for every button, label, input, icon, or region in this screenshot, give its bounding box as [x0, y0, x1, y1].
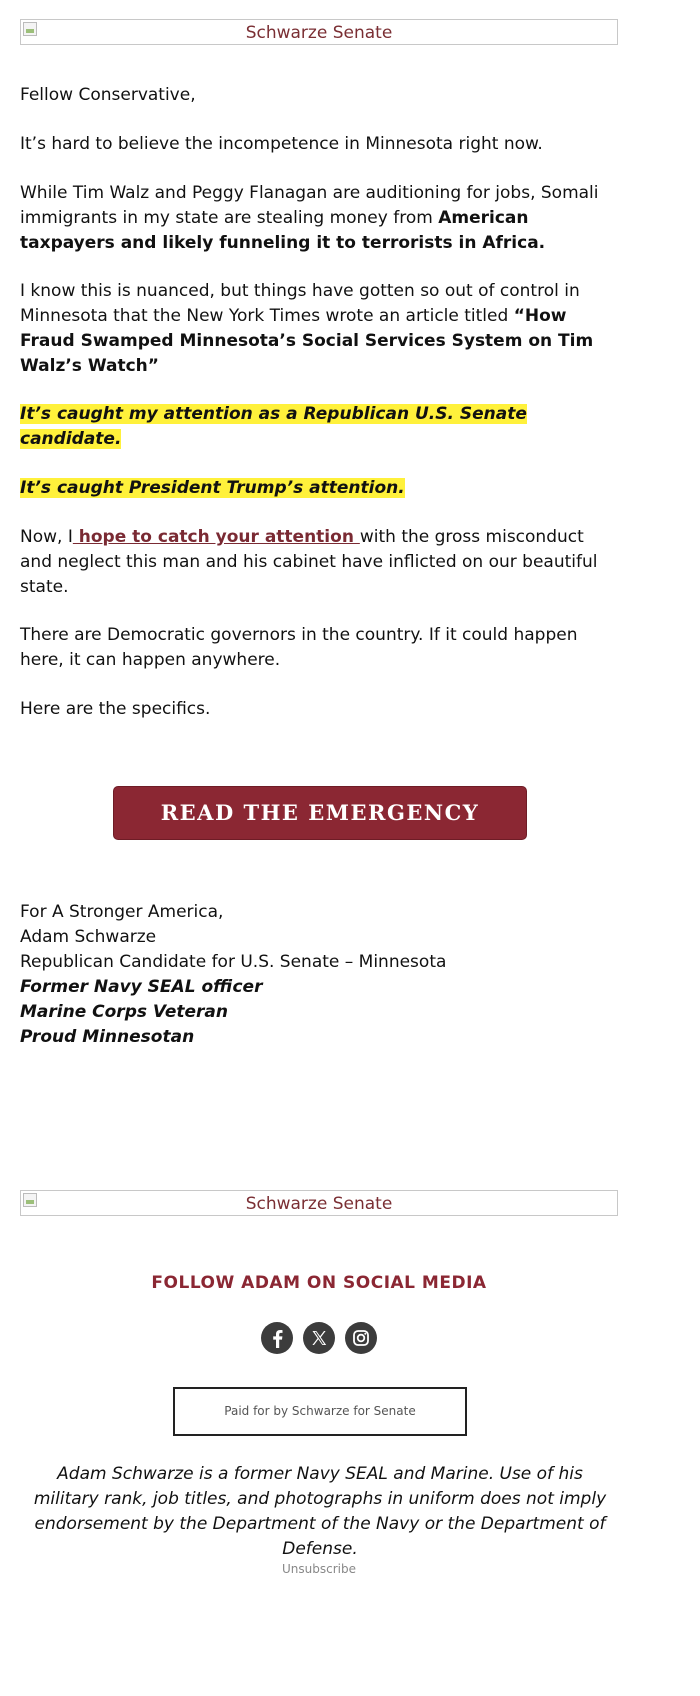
paragraph-5: There are Democratic governors in the country. If it could happen here, it can happen anywhere.: [20, 625, 578, 670]
signature-name: Adam Schwarze: [20, 927, 157, 947]
paragraph-2: While Tim Walz and Peggy Flanagan are auditioning for jobs, Somali immigrants in my state are stealing money from American taxpayers and likely funneling it to terrorists in Africa.: [20, 183, 599, 253]
paragraph-4: Now, I hope to catch your attention with the gross misconduct and neglect this man and his cabinet have inflicted on our beautiful state.: [20, 527, 598, 597]
facebook-icon[interactable]: [261, 1322, 293, 1354]
unsubscribe-link[interactable]: Unsubscribe: [282, 1562, 356, 1576]
attention-link[interactable]: hope to catch your attention: [72, 527, 360, 547]
footer-image-alt: Schwarze Senate: [245, 1194, 393, 1214]
paragraph-1: It’s hard to believe the incompetence in Minnesota right now.: [20, 134, 543, 154]
signature-line-1: Former Navy SEAL officer: [20, 977, 263, 997]
header-image: [20, 19, 618, 45]
read-memo-button[interactable]: READ THE EMERGENCY MEMO →: [113, 786, 527, 840]
signature-line-2: Marine Corps Veteran: [20, 1002, 228, 1022]
signature-block: [20, 900, 620, 1050]
signature-closing: For A Stronger America,: [20, 902, 224, 922]
instagram-icon[interactable]: [345, 1322, 377, 1354]
x-icon[interactable]: [303, 1322, 335, 1354]
disclaimer: Adam Schwarze is a former Navy SEAL and Marine. Use of his military rank, job titles, and photographs in uniform does not imply endorsement by the Department of the Navy or the Department of Defense.: [33, 1464, 607, 1559]
follow-heading: FOLLOW ADAM ON SOCIAL MEDIA: [151, 1273, 487, 1293]
signature-title: Republican Candidate for U.S. Senate – Minnesota: [20, 952, 447, 972]
greeting: Fellow Conservative,: [20, 85, 196, 105]
paragraph-6: Here are the specifics.: [20, 699, 211, 719]
highlight-paragraph-1: It’s caught my attention as a Republican U.S. Senate candidate.: [20, 404, 527, 449]
header-image-alt: Schwarze Senate: [245, 23, 393, 43]
paid-for-box: Paid for by Schwarze for Senate: [173, 1387, 467, 1436]
footer-image: [20, 1190, 618, 1216]
paragraph-3: I know this is nuanced, but things have gotten so out of control in Minnesota that the New York Times wrote an article titled “How Fraud Swamped Minnesota’s Social Services System on Tim Walz’s Watch”: [20, 281, 594, 376]
signature-line-3: Proud Minnesotan: [20, 1027, 195, 1047]
highlight-paragraph-2: It’s caught President Trump’s attention.: [20, 478, 405, 498]
